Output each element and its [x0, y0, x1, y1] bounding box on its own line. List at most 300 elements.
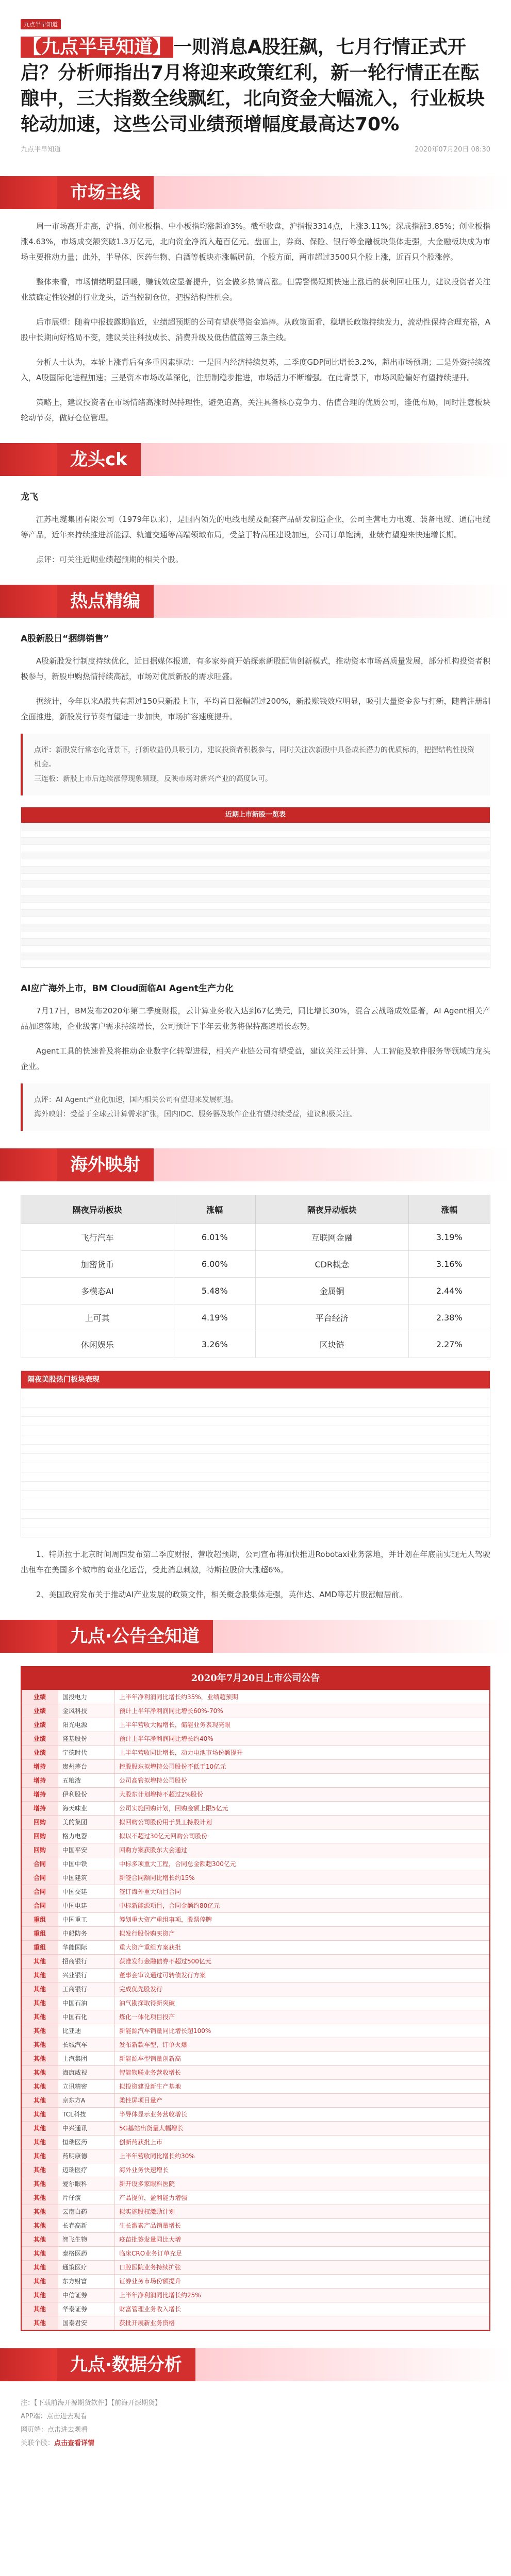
table-cell: 6.01%	[174, 1224, 255, 1251]
notice-content: 预计上半年净利润同比增长约40%	[114, 1732, 489, 1745]
paragraph: Agent工具的快速普及将推动企业数字化转型进程，相关产业链公司有望受益，建议关注云计算、人工智能及软件服务等领域的龙头企业。	[21, 1046, 490, 1071]
notice-cat: 其他	[22, 2247, 58, 2260]
grid-cell	[334, 1445, 412, 1453]
grid-row	[21, 1416, 490, 1426]
table-cell	[314, 946, 373, 953]
grid-row	[21, 1407, 490, 1416]
grid-cell	[177, 1463, 256, 1472]
table-cell	[197, 881, 256, 888]
notice-cat: 增持	[22, 1788, 58, 1801]
table-cell: 5.48%	[174, 1278, 255, 1304]
notice-name[interactable]: 格力电器	[58, 1829, 114, 1843]
table-cell	[197, 931, 256, 938]
notice-row	[22, 2149, 489, 2163]
article-meta	[21, 144, 490, 154]
notice-row	[22, 1718, 489, 1732]
notice-name[interactable]: 中国石油	[58, 1996, 114, 2010]
notice-cat: 其他	[22, 2024, 58, 2038]
table-cell	[21, 845, 80, 852]
notice-row	[22, 1704, 489, 1718]
footer-line[interactable]: 网页端：点击进去观看	[21, 2426, 88, 2434]
notice-row	[22, 2246, 489, 2260]
table-cell	[373, 881, 432, 888]
grid-cell	[177, 1398, 256, 1407]
table-cell	[314, 917, 373, 924]
table-cell	[314, 852, 373, 859]
notice-name[interactable]: 上汽集团	[58, 2052, 114, 2065]
grid-row	[21, 1435, 490, 1444]
notice-cat: 重组	[22, 1913, 58, 1926]
table-row	[21, 830, 490, 837]
footer-line[interactable]: APP端：点击进去观看	[21, 2413, 87, 2420]
table-cell	[256, 910, 315, 917]
table-cell	[373, 845, 432, 852]
table-cell	[431, 881, 490, 888]
source-label[interactable]: 九点半早知道	[21, 146, 61, 154]
table-cell	[256, 946, 315, 953]
table-cell	[256, 874, 315, 880]
notice-row	[22, 2010, 489, 2024]
notice-content: 拟以不超过30亿元回购公司股份	[114, 1829, 489, 1843]
notice-name[interactable]: 贵州茅台	[58, 1760, 114, 1773]
grid-cell	[412, 1463, 490, 1472]
table-cell	[138, 931, 197, 938]
table-row	[21, 866, 490, 873]
section-tail	[195, 2348, 511, 2381]
notice-row	[22, 2052, 489, 2065]
grid-row	[21, 1388, 490, 1398]
table-cell: 3.19%	[408, 1224, 490, 1251]
grid-cell	[177, 1417, 256, 1426]
table-row	[21, 895, 490, 902]
table-row	[21, 823, 490, 830]
table-cell: 区块链	[255, 1331, 408, 1358]
grid-cell	[100, 1482, 178, 1490]
grid-cell	[21, 1445, 100, 1453]
notice-row	[22, 2288, 489, 2302]
notice-cat: 其他	[22, 2302, 58, 2316]
notice-name[interactable]: 宁德时代	[58, 1746, 114, 1759]
comment-text: 点评：新股发行常态化背景下，打新收益仍具吸引力，建议投资者积极参与，同时关注次新股中具备成长潜力的优质标的，把握结构性投资机会。	[34, 746, 474, 769]
notice-name[interactable]: 通策医疗	[58, 2261, 114, 2274]
table-cell	[314, 910, 373, 917]
overseas-sector-table	[21, 1195, 490, 1358]
notice-content: 5G基站出货量大幅增长	[114, 2122, 489, 2135]
table-cell	[373, 859, 432, 866]
notice-row	[22, 2163, 489, 2177]
table-cell	[21, 867, 80, 873]
notice-name[interactable]: 药明康德	[58, 2149, 114, 2163]
notice-content: 重大资产重组方案获批	[114, 1941, 489, 1954]
section-tail	[141, 443, 511, 476]
notice-name[interactable]: 中国交建	[58, 1885, 114, 1899]
grid-row	[21, 1528, 490, 1537]
table-cell	[314, 845, 373, 852]
table-cell	[373, 960, 432, 967]
grid-cell	[412, 1500, 490, 1509]
notice-content: 炼化一体化项目投产	[114, 2010, 489, 2024]
grid-cell	[100, 1398, 178, 1407]
table-cell	[197, 888, 256, 895]
section-header-overseas	[0, 1148, 511, 1181]
notice-content: 创新药获批上市	[114, 2136, 489, 2149]
table-cell	[314, 881, 373, 888]
grid-cell	[177, 1510, 256, 1518]
notice-row	[22, 1857, 489, 1871]
table-cell	[21, 881, 80, 888]
table-cell	[431, 953, 490, 960]
table-cell	[197, 852, 256, 859]
section-tail	[213, 1620, 511, 1653]
table-cell	[314, 831, 373, 837]
section-header-market	[0, 176, 511, 209]
notice-name[interactable]: 京东方A	[58, 2094, 114, 2107]
subheading: 龙飞	[21, 492, 38, 502]
table-cell: 金属铜	[255, 1278, 408, 1304]
grid-cell	[256, 1510, 334, 1518]
notice-cat: 合同	[22, 1871, 58, 1885]
grid-cell	[256, 1389, 334, 1398]
notice-row	[22, 2274, 489, 2288]
table-cell	[197, 867, 256, 873]
notice-name[interactable]: 片仔癀	[58, 2191, 114, 2205]
notice-name[interactable]: 中国平安	[58, 1843, 114, 1857]
comment-text: 点评：AI Agent产业化加速，国内相关公司有望迎来发展机遇。	[34, 1096, 238, 1104]
table-cell	[21, 859, 80, 866]
grid-cell	[256, 1463, 334, 1472]
table-cell	[314, 823, 373, 830]
notice-row	[22, 1954, 489, 1968]
notice-name[interactable]: 恒瑞医药	[58, 2136, 114, 2149]
grid-cell	[256, 1491, 334, 1500]
notice-row	[22, 2302, 489, 2316]
table-cell	[431, 823, 490, 830]
notice-cat: 其他	[22, 2010, 58, 2024]
grid-cell	[100, 1491, 178, 1500]
grid-row	[21, 1509, 490, 1518]
notice-name[interactable]: 长春高新	[58, 2219, 114, 2232]
table-cell	[256, 838, 315, 844]
notice-name[interactable]: 比亚迪	[58, 2024, 114, 2038]
grid-row	[21, 1500, 490, 1509]
notice-name[interactable]: 招商银行	[58, 1955, 114, 1968]
grid-cell	[256, 1417, 334, 1426]
notice-name[interactable]: 爱尔眼科	[58, 2177, 114, 2191]
table-cell	[21, 838, 80, 844]
notice-name[interactable]: 国泰君安	[58, 2316, 114, 2330]
notice-name[interactable]: 云南白药	[58, 2205, 114, 2218]
notice-name[interactable]: TCL科技	[58, 2108, 114, 2121]
notice-cat: 增持	[22, 1760, 58, 1773]
table-cell	[256, 895, 315, 902]
grid-cell	[256, 1426, 334, 1435]
table-row	[21, 852, 490, 859]
table-cell	[21, 895, 80, 902]
notice-name[interactable]: 长城汽车	[58, 2038, 114, 2052]
grid-row	[21, 1518, 490, 1528]
grid-cell	[21, 1519, 100, 1528]
table-cell: 飞行汽车	[21, 1224, 174, 1251]
table-row	[21, 1304, 490, 1331]
comment-box	[21, 1083, 490, 1131]
table-cell	[138, 960, 197, 967]
section-tail	[154, 585, 511, 618]
table-row	[21, 1278, 490, 1304]
grid-cell	[412, 1435, 490, 1444]
notice-name[interactable]: 智飞生物	[58, 2233, 114, 2246]
grid-cell	[256, 1454, 334, 1463]
notice-content: 拟回购公司股份用于员工持股计划	[114, 1816, 489, 1829]
notice-name[interactable]: 中国重工	[58, 1913, 114, 1926]
related-link[interactable]: 点击查看详情	[54, 2439, 95, 2447]
table-cell	[80, 881, 139, 888]
table-cell: 休闲娱乐	[21, 1331, 174, 1358]
notice-content: 获准发行金融债券不超过500亿元	[114, 1955, 489, 1968]
notice-content: 新能源汽车销量同比增长超100%	[114, 2024, 489, 2038]
notice-cat: 重组	[22, 1927, 58, 1940]
section-header-data	[0, 2348, 511, 2381]
column-tag[interactable]: 九点半早知道	[21, 19, 61, 29]
image-title: 隔夜美股热门板块表现	[21, 1371, 490, 1388]
table-cell	[431, 917, 490, 924]
notice-row	[22, 2232, 489, 2246]
notice-name[interactable]: 立讯精密	[58, 2080, 114, 2093]
table-cell	[373, 939, 432, 945]
grid-cell	[100, 1389, 178, 1398]
notice-name[interactable]: 东方财富	[58, 2275, 114, 2288]
table-cell: 4.19%	[174, 1304, 255, 1331]
table-cell	[138, 867, 197, 873]
grid-cell	[334, 1398, 412, 1407]
table-cell	[197, 831, 256, 837]
notice-name[interactable]: 海康威视	[58, 2066, 114, 2079]
grid-cell	[21, 1510, 100, 1518]
table-row	[21, 931, 490, 938]
grid-cell	[100, 1417, 178, 1426]
table-cell	[256, 881, 315, 888]
notice-cat: 其他	[22, 1982, 58, 1996]
table-cell	[256, 953, 315, 960]
table-cell: 6.00%	[174, 1251, 255, 1278]
notice-row	[22, 1885, 489, 1899]
notice-row	[22, 1773, 489, 1787]
grid-cell	[100, 1463, 178, 1472]
grid-cell	[177, 1500, 256, 1509]
notice-cat: 业绩	[22, 1704, 58, 1718]
section-bar	[0, 585, 57, 618]
table-cell	[314, 888, 373, 895]
table-row	[21, 960, 490, 967]
grid-cell	[177, 1491, 256, 1500]
grid-cell	[21, 1398, 100, 1407]
notice-name[interactable]: 兴业银行	[58, 1969, 114, 1982]
article-header	[0, 0, 511, 159]
notice-name[interactable]: 五粮液	[58, 1774, 114, 1787]
grid-cell	[177, 1472, 256, 1481]
table-row	[21, 924, 490, 931]
col-header: 涨幅	[408, 1195, 490, 1224]
notice-name[interactable]: 美的集团	[58, 1816, 114, 1829]
headline-highlight: 【九点半早知道】	[21, 37, 173, 58]
notice-content: 新开设多家眼科医院	[114, 2177, 489, 2191]
table-cell	[80, 953, 139, 960]
notice-name[interactable]: 隆基股份	[58, 1732, 114, 1745]
notice-name[interactable]: 伊利股份	[58, 1788, 114, 1801]
notice-row	[22, 1912, 489, 1926]
table-cell	[138, 874, 197, 880]
notice-cat: 其他	[22, 2149, 58, 2163]
section-title: 市场主线	[57, 176, 154, 209]
notice-name[interactable]: 泰格医药	[58, 2247, 114, 2260]
subheading: AI应广海外上市，BM Cloud面临AI Agent生产力化	[21, 984, 234, 994]
section-title: 龙头ck	[57, 443, 141, 476]
grid-row	[21, 1398, 490, 1407]
notice-name[interactable]: 中国电建	[58, 1899, 114, 1912]
notice-name[interactable]: 华泰证券	[58, 2302, 114, 2316]
grid-cell	[21, 1435, 100, 1444]
grid-cell	[256, 1398, 334, 1407]
notice-name[interactable]: 金风科技	[58, 1704, 114, 1718]
notice-name[interactable]: 中国石化	[58, 2010, 114, 2024]
grid-row	[21, 1472, 490, 1481]
subheading: A股新股日“捆绑销售”	[21, 634, 109, 644]
notice-content: 智能物联业务营收增长	[114, 2066, 489, 2079]
table-cell	[431, 867, 490, 873]
grid-cell	[21, 1408, 100, 1416]
table-cell: CDR概念	[255, 1251, 408, 1278]
notice-cat: 其他	[22, 2122, 58, 2135]
table-cell	[314, 931, 373, 938]
grid-cell	[412, 1417, 490, 1426]
table-cell	[314, 874, 373, 880]
footer-notes	[0, 2397, 511, 2450]
grid-cell	[412, 1398, 490, 1407]
paragraph: 7月17日，BM发布2020年第二季度财报，云计算业务收入达到67亿美元，同比增长30%，混合云战略成效显著，AI Agent相关产品加速落地，企业级客户需求持续增长，公司预计下半年云业务将保持高速增长态势。	[21, 1006, 490, 1031]
comment-text: 海外映射：受益于全球云计算需求扩张，国内IDC、服务器及软件企业有望持续受益，建议积极关注。	[34, 1110, 357, 1118]
notice-cat: 其他	[22, 2038, 58, 2052]
notice-row	[22, 1871, 489, 1885]
table-cell	[197, 917, 256, 924]
notice-name[interactable]: 中国中铁	[58, 1857, 114, 1871]
table-cell	[80, 852, 139, 859]
notice-name[interactable]: 国投电力	[58, 1690, 114, 1704]
table-cell	[80, 867, 139, 873]
notice-cat: 合同	[22, 1899, 58, 1912]
table-cell	[197, 895, 256, 902]
table-cell	[431, 924, 490, 931]
notice-row	[22, 2107, 489, 2121]
footer-line	[21, 2437, 490, 2450]
notice-content: 财富管理业务收入增长	[114, 2302, 489, 2316]
grid-row	[21, 1444, 490, 1453]
notice-content: 回购方案获股东大会通过	[114, 1843, 489, 1857]
table-cell	[21, 910, 80, 917]
section-bar	[0, 1148, 57, 1181]
table-cell	[431, 859, 490, 866]
table-cell	[80, 960, 139, 967]
notice-content: 生长激素产品销量增长	[114, 2219, 489, 2232]
notice-cat: 其他	[22, 2191, 58, 2205]
table-row	[21, 837, 490, 844]
table-row	[21, 917, 490, 924]
notice-row	[22, 2093, 489, 2107]
table-cell	[80, 845, 139, 852]
notice-content: 海外业务快速增长	[114, 2163, 489, 2177]
notice-name[interactable]: 工商银行	[58, 1982, 114, 1996]
table-cell	[431, 960, 490, 967]
notice-content: 完成优先股发行	[114, 1982, 489, 1996]
notice-cat: 业绩	[22, 1746, 58, 1759]
notice-row	[22, 1801, 489, 1815]
notice-name[interactable]: 中国建筑	[58, 1871, 114, 1885]
table-cell	[138, 946, 197, 953]
table-cell	[21, 874, 80, 880]
table-cell	[80, 823, 139, 830]
footer-line[interactable]: 注：【下载前海开源期货软件】【前海开源期货】	[21, 2399, 162, 2407]
notice-content: 中标新能源项目，合同金额约80亿元	[114, 1899, 489, 1912]
table-cell	[256, 903, 315, 909]
notice-row	[22, 1759, 489, 1773]
notice-cat: 其他	[22, 2080, 58, 2093]
notice-name[interactable]: 华能国际	[58, 1941, 114, 1954]
notice-content: 拟发行股份购买资产	[114, 1927, 489, 1940]
grid-row	[21, 1453, 490, 1463]
table-cell	[138, 881, 197, 888]
notice-content: 公司高管拟增持公司股份	[114, 1774, 489, 1787]
table-cell	[21, 931, 80, 938]
grid-cell	[177, 1426, 256, 1435]
table-cell	[373, 823, 432, 830]
notice-name[interactable]: 中兴通讯	[58, 2122, 114, 2135]
section-title: 热点精编	[57, 585, 154, 618]
table-cell	[373, 831, 432, 837]
notice-cat: 其他	[22, 2094, 58, 2107]
notice-cat: 回购	[22, 1816, 58, 1829]
col-header: 隔夜异动板块	[255, 1195, 408, 1224]
table-cell	[373, 917, 432, 924]
notice-cat: 其他	[22, 2316, 58, 2330]
table-cell	[314, 903, 373, 909]
table-row	[21, 1224, 490, 1251]
table-cell	[80, 859, 139, 866]
notice-name[interactable]: 阳光电源	[58, 1718, 114, 1732]
headline	[21, 35, 490, 138]
notice-content: 筹划重大资产重组事项，股票停牌	[114, 1913, 489, 1926]
grid-row	[21, 1463, 490, 1472]
notice-title: 2020年7月20日上市公司公告	[22, 1667, 489, 1690]
notice-name[interactable]: 迈瑞医疗	[58, 2163, 114, 2177]
table-row	[21, 1251, 490, 1278]
grid-cell	[100, 1472, 178, 1481]
notice-name[interactable]: 中船防务	[58, 1927, 114, 1940]
col-header: 隔夜异动板块	[21, 1195, 174, 1224]
table-cell	[21, 823, 80, 830]
table-cell	[431, 838, 490, 844]
table-cell	[431, 903, 490, 909]
notice-name[interactable]: 中信证券	[58, 2289, 114, 2302]
grid-cell	[256, 1528, 334, 1537]
notice-row	[22, 2260, 489, 2274]
notice-name[interactable]: 海天味业	[58, 1802, 114, 1815]
notice-cat: 其他	[22, 2289, 58, 2302]
section-bar	[0, 2348, 57, 2381]
table-cell	[80, 917, 139, 924]
table-cell	[256, 823, 315, 830]
table-cell	[197, 838, 256, 844]
grid-cell	[21, 1482, 100, 1490]
table-cell	[197, 903, 256, 909]
table-cell	[314, 895, 373, 902]
